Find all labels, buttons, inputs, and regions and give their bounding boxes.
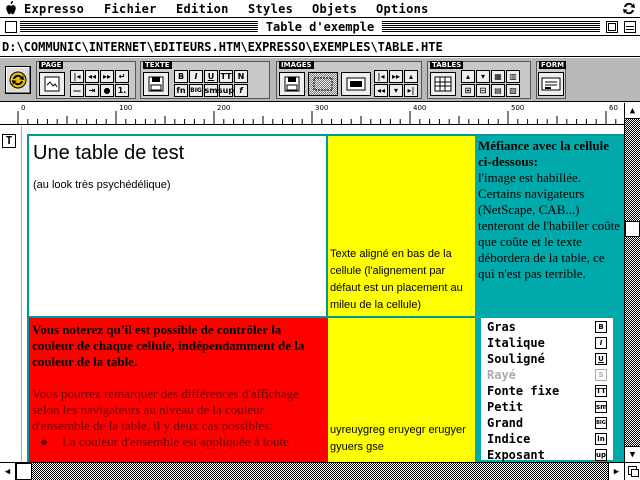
file-path: D:\COMMUNIC\INTERNET\EDITEURS.HTM\EXPRESSO\EXEMPLES\TABLE.HTE xyxy=(2,40,443,54)
menu-styles[interactable]: Styles xyxy=(248,2,294,16)
ruler-label: 60 xyxy=(609,104,618,112)
form-insert-button[interactable] xyxy=(538,72,564,96)
table-grid-icon xyxy=(433,75,453,93)
apple-menu-icon[interactable] xyxy=(4,1,18,16)
image-box-icon xyxy=(344,75,368,93)
table-row-down-button[interactable]: ▾ xyxy=(476,70,490,83)
window-title: Table d'exemple xyxy=(258,20,382,34)
table-cell-1-2[interactable] xyxy=(328,134,475,318)
ruler-scale xyxy=(0,103,624,125)
font-button[interactable]: fn xyxy=(174,84,188,97)
group-label-page: PAGE xyxy=(41,61,62,69)
page-properties-button[interactable] xyxy=(39,72,65,96)
table-cell-1-1[interactable] xyxy=(27,134,328,318)
zoom-box-button[interactable] xyxy=(606,21,618,33)
form-icon xyxy=(540,75,562,93)
refresh-button[interactable] xyxy=(5,66,31,94)
scroll-right-arrow-icon[interactable]: ▶ xyxy=(608,463,624,480)
cell-1-2-text: Texte aligné en bas de la cellule (l'alignement par défaut est un placement au mileu de la cellule) xyxy=(330,248,463,311)
image-last-button[interactable]: ▸| xyxy=(404,84,418,97)
scroll-up-arrow-icon[interactable]: ▲ xyxy=(625,103,640,119)
bold-button[interactable]: B xyxy=(174,70,188,83)
page-bullet-button[interactable]: ● xyxy=(100,84,114,97)
ruler-label: 400 xyxy=(413,104,427,112)
image-insert-button[interactable] xyxy=(308,72,338,96)
page-next-button[interactable]: ▸▸ xyxy=(100,70,114,83)
small-button[interactable]: sm xyxy=(204,84,218,97)
table-cell-2-1[interactable] xyxy=(27,318,328,462)
underline-button[interactable]: U xyxy=(204,70,218,83)
style-row-exposant: Exposant up xyxy=(487,448,606,462)
image-prev-button[interactable]: ◂◂ xyxy=(374,84,388,97)
style-row-grand: Grand BIG xyxy=(487,416,606,430)
image-up-button[interactable]: ▴ xyxy=(404,70,418,83)
cell-1-3-text: l'image est habillée. Certains navigateurs (NetScape, CAB...) tenteront de l'habiller coûte que coûte et le texte débordera de la table, ce qui n'est pas terrible. xyxy=(478,170,621,281)
style-row-indice: Indice ln xyxy=(487,432,609,448)
style-row-souligne: Souligné U xyxy=(487,352,609,368)
menu-fichier[interactable]: Fichier xyxy=(104,2,157,16)
normal-button[interactable]: N xyxy=(234,70,248,83)
menu-expresso[interactable]: Expresso xyxy=(24,2,85,16)
table-del-row-button[interactable]: ⊟ xyxy=(476,84,490,97)
bold-icon: B xyxy=(595,321,607,333)
images-save-button[interactable] xyxy=(279,72,305,96)
group-label-images: IMAGES xyxy=(281,61,312,69)
teletype-icon: TT xyxy=(596,387,606,395)
scroll-down-arrow-icon[interactable]: ▼ xyxy=(625,446,640,462)
page-first-button[interactable]: |◂ xyxy=(70,70,84,83)
superscript-icon: up xyxy=(596,451,606,459)
ruler-label: 500 xyxy=(511,104,525,112)
horizontal-scrollbar[interactable] xyxy=(0,462,624,480)
vertical-scrollbar[interactable] xyxy=(624,103,640,462)
page-indent-button[interactable]: ⇥ xyxy=(85,84,99,97)
group-label-form: FORM xyxy=(541,61,565,69)
superscript-button[interactable]: sup xyxy=(219,84,233,97)
editor-content[interactable] xyxy=(0,126,624,462)
strike-icon: S xyxy=(595,369,607,381)
page-icon xyxy=(42,75,62,93)
horizontal-scroll-thumb[interactable] xyxy=(16,463,32,480)
small-icon: sm xyxy=(596,403,608,411)
image-down-button[interactable]: ▾ xyxy=(389,84,403,97)
subscript-icon: ln xyxy=(595,433,607,445)
page-numbered-button[interactable]: 1. xyxy=(115,84,129,97)
cell-2-1-text: Vous pourrez remarquer des différences d'affichage selon les navigateurs au niveau de la couleur d'ensemble de la table, il y deux cas possibles: xyxy=(32,386,299,433)
menu-edition[interactable]: Edition xyxy=(176,2,229,16)
vertical-scroll-track[interactable] xyxy=(625,119,640,446)
toolbar-group-texte xyxy=(140,61,270,99)
table-subheading: (au look très psychédélique) xyxy=(33,179,171,191)
text-tool-icon[interactable]: T xyxy=(2,134,16,148)
toolbar-group-page xyxy=(36,61,136,99)
texte-save-button[interactable] xyxy=(143,72,169,96)
styles-image xyxy=(481,318,613,460)
style-row-italique: Italique I xyxy=(487,336,609,352)
table-cell-button[interactable]: ▦ xyxy=(491,70,505,83)
ruler-label: 300 xyxy=(315,104,329,112)
floppy-icon xyxy=(147,75,165,93)
horizontal-ruler xyxy=(0,103,640,125)
file-path-bar xyxy=(0,37,640,57)
cell-1-3-bold: Méfiance avec la cellule ci-dessous: xyxy=(478,138,610,169)
left-gutter xyxy=(0,126,22,462)
menu-objets[interactable]: Objets xyxy=(312,2,358,16)
menu-bar xyxy=(0,0,640,18)
cell-2-2-text: uyreuygreg eruyegr erugyer gyuers gse xyxy=(330,424,466,453)
toolbar-group-images xyxy=(276,61,422,99)
style-row-fonte-fixe: Fonte fixe TT xyxy=(487,384,606,398)
table-row-up-button[interactable]: ▴ xyxy=(461,70,475,83)
style-row-raye: Rayé S xyxy=(487,368,609,384)
table-cell-1-3[interactable] xyxy=(475,134,624,318)
table-cell-2-2[interactable] xyxy=(328,318,475,462)
window-title-bar[interactable] xyxy=(0,19,640,36)
table-merge-button[interactable]: ▤ xyxy=(491,84,505,97)
italic-icon: I xyxy=(595,337,607,349)
vertical-scroll-thumb[interactable] xyxy=(625,221,640,237)
scroll-left-arrow-icon[interactable]: ◀ xyxy=(0,463,16,480)
image-frame-icon xyxy=(311,75,335,93)
image-first-button[interactable]: |◂ xyxy=(374,70,388,83)
page-return-button[interactable]: ↵ xyxy=(115,70,129,83)
horizontal-scroll-track[interactable] xyxy=(16,463,608,480)
table-heading: Une table de test xyxy=(33,142,185,164)
collapse-box-button[interactable] xyxy=(624,21,636,33)
teletype-button[interactable]: TT xyxy=(219,70,233,83)
table-cell-2-3[interactable] xyxy=(475,318,624,462)
ruler-label: 0 xyxy=(21,104,26,112)
italic-button[interactable]: I xyxy=(189,70,203,83)
page-hr-button[interactable]: — xyxy=(70,84,84,97)
big-button[interactable]: BIG xyxy=(189,84,203,97)
group-label-tables: TABLES xyxy=(432,61,462,69)
toolbar-group-form xyxy=(536,61,566,99)
cell-2-1-bullet-item xyxy=(32,434,325,450)
style-row-gras: Gras B xyxy=(487,320,609,336)
cell-2-1-bullet-text: La couleur d'ensemble est appliquée à toute xyxy=(62,434,289,449)
page-prev-button[interactable]: ◂◂ xyxy=(85,70,99,83)
refresh-icon xyxy=(8,70,28,90)
ruler-label: 100 xyxy=(119,104,133,112)
table-add-row-button[interactable]: ⊞ xyxy=(461,84,475,97)
table-col-button[interactable]: ▥ xyxy=(506,70,520,83)
toolbar-group-tables xyxy=(427,61,531,99)
app-switcher-icon[interactable] xyxy=(621,1,637,16)
cell-2-1-bold: Vous noterez qu'il est possible de contrôler la couleur de chaque cellule, indépendamment de la couleur de la table. xyxy=(32,322,305,369)
table-split-button[interactable]: ▧ xyxy=(506,84,520,97)
image-align-button[interactable] xyxy=(341,72,371,96)
close-box-button[interactable] xyxy=(5,21,17,33)
menu-options[interactable]: Options xyxy=(376,2,429,16)
group-label-texte: TEXTE xyxy=(145,61,170,69)
ruler-label: 200 xyxy=(217,104,231,112)
toolbar xyxy=(0,58,640,102)
image-next-button[interactable]: ▸▸ xyxy=(389,70,403,83)
resize-grow-box[interactable] xyxy=(624,462,640,480)
bullet-icon: ● xyxy=(40,434,48,449)
style-row-petit: Petit sm xyxy=(487,400,608,414)
underline-icon: U xyxy=(595,353,607,365)
table-insert-button[interactable] xyxy=(430,72,456,96)
function-button[interactable]: f xyxy=(234,84,248,97)
floppy-icon xyxy=(283,75,301,93)
big-icon: BIG xyxy=(595,417,607,429)
